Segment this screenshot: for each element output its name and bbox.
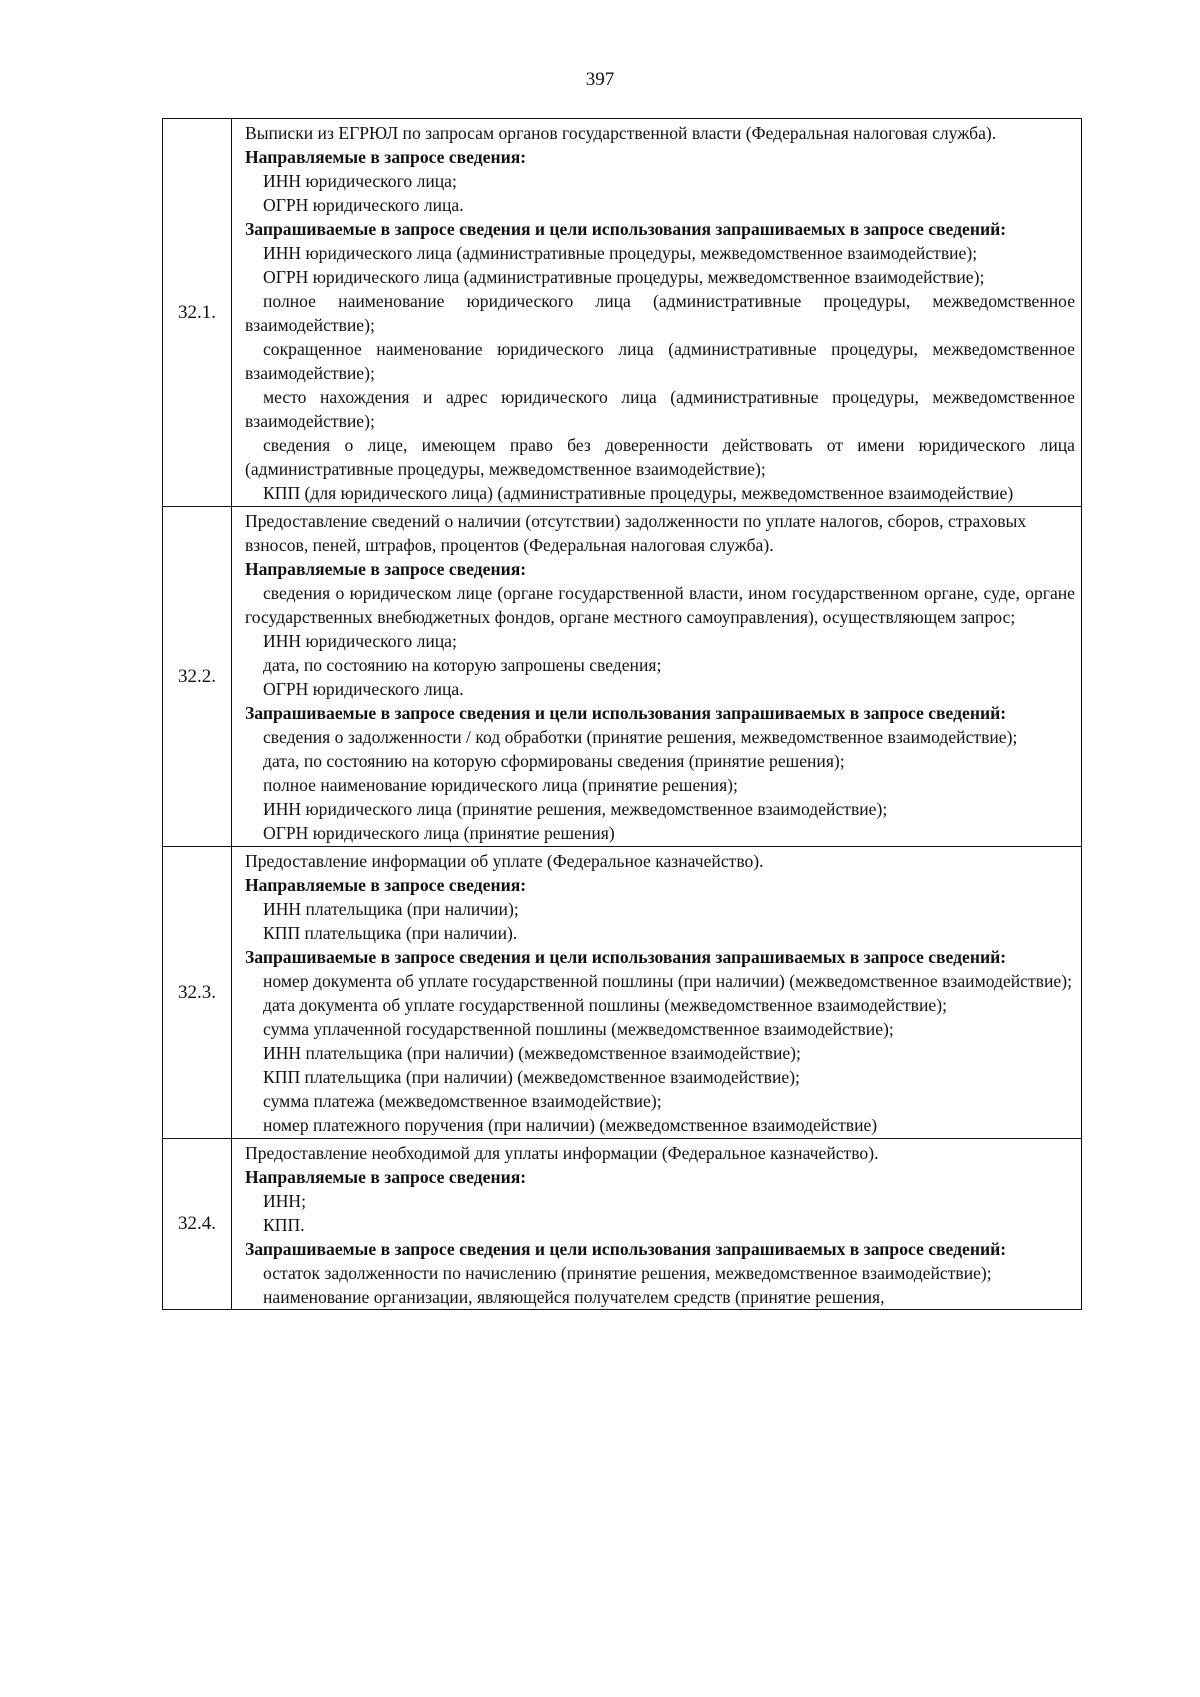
list-item: номер платежного поручения (при наличии) (межведомственное взаимодействие) (263, 1115, 878, 1135)
list-item: ИНН плательщика (при наличии) (межведомственное взаимодействие); (263, 1043, 801, 1063)
row-number: 32.3. (163, 847, 232, 1139)
row-number: 32.1. (163, 119, 232, 507)
list-item: ОГРН юридического лица. (263, 679, 464, 699)
table-row (163, 507, 1082, 847)
list-item: ИНН юридического лица; (263, 631, 457, 651)
list-item: КПП (для юридического лица) (административные процедуры, межведомственное взаимодействие) (263, 483, 1014, 503)
list-item: ОГРН юридического лица (принятие решения) (263, 823, 615, 843)
list-item: номер документа об уплате государственной пошлины (при наличии) (межведомственное взаимодействие); (263, 971, 1072, 991)
list-item: ИНН юридического лица (принятие решения, межведомственное взаимодействие); (263, 799, 888, 819)
list-item: сведения о лице, имеющем право без доверенности действовать от имени юридического лица (административные процедуры, межведомственное взаимодействие); (245, 435, 1075, 479)
table-row (163, 847, 1082, 1139)
table-row (163, 1139, 1082, 1310)
list-item: КПП плательщика (при наличии). (263, 923, 518, 943)
row-content (232, 847, 1082, 1139)
list-item: дата документа об уплате государственной пошлины (межведомственное взаимодействие); (263, 995, 947, 1015)
services-table (162, 118, 1082, 1310)
sent-heading: Направляемые в запросе сведения: (245, 559, 527, 579)
list-item: сумма уплаченной государственной пошлины (межведомственное взаимодействие); (263, 1019, 894, 1039)
row-number: 32.4. (163, 1139, 232, 1310)
list-item: полное наименование юридического лица (административные процедуры, межведомственное взаимодействие); (245, 291, 1075, 335)
row-content (232, 119, 1082, 507)
row-title: Предоставление информации об уплате (Федеральное казначейство). (245, 851, 764, 871)
list-item: сумма платежа (межведомственное взаимодействие); (263, 1091, 662, 1111)
list-item: остаток задолженности по начислению (принятие решения, межведомственное взаимодействие); (263, 1263, 992, 1283)
list-item: дата, по состоянию на которую запрошены сведения; (263, 655, 662, 675)
requested-heading: Запрашиваемые в запросе сведения и цели использования запрашиваемых в запросе сведений: (245, 219, 1007, 239)
list-item: дата, по состоянию на которую сформированы сведения (принятие решения); (263, 751, 845, 771)
sent-heading: Направляемые в запросе сведения: (245, 1167, 527, 1187)
sent-heading: Направляемые в запросе сведения: (245, 875, 527, 895)
list-item: ОГРН юридического лица. (263, 195, 464, 215)
list-item: ИНН плательщика (при наличии); (263, 899, 519, 919)
row-content (232, 1139, 1082, 1310)
row-title: Выписки из ЕГРЮЛ по запросам органов государственной власти (Федеральная налоговая служба). (245, 123, 997, 143)
requested-heading: Запрашиваемые в запросе сведения и цели использования запрашиваемых в запросе сведений: (245, 947, 1007, 967)
list-item: ИНН юридического лица (административные процедуры, межведомственное взаимодействие); (263, 243, 978, 263)
list-item: сведения о задолженности / код обработки (принятие решения, межведомственное взаимодействие); (263, 727, 1018, 747)
requested-heading: Запрашиваемые в запросе сведения и цели использования запрашиваемых в запросе сведений: (245, 703, 1007, 723)
page-number: 397 (585, 69, 615, 90)
table-row (163, 119, 1082, 507)
list-item: место нахождения и адрес юридического лица (административные процедуры, межведомственное взаимодействие); (245, 387, 1075, 431)
row-number: 32.2. (163, 507, 232, 847)
list-item: сокращенное наименование юридического лица (административные процедуры, межведомственное взаимодействие); (245, 339, 1075, 383)
sent-heading: Направляемые в запросе сведения: (245, 147, 527, 167)
row-content (232, 507, 1082, 847)
list-item: наименование организации, являющейся получателем средств (принятие решения, (263, 1287, 885, 1307)
list-item: КПП. (263, 1215, 305, 1235)
list-item: сведения о юридическом лице (органе государственной власти, ином государственном органе, суде, органе государственных внебюджетных фондов, органе местного самоуправления), осуществляющем запрос; (245, 583, 1075, 627)
list-item: полное наименование юридического лица (принятие решения); (263, 775, 738, 795)
list-item: ИНН юридического лица; (263, 171, 457, 191)
list-item: ИНН; (263, 1191, 307, 1211)
row-title: Предоставление необходимой для уплаты информации (Федеральное казначейство). (245, 1143, 879, 1163)
list-item: КПП плательщика (при наличии) (межведомственное взаимодействие); (263, 1067, 800, 1087)
row-title: Предоставление сведений о наличии (отсутствии) задолженности по уплате налогов, сборов, страховых взносов, пеней, штрафов, процентов (Федеральная налоговая служба). (245, 511, 1027, 555)
list-item: ОГРН юридического лица (административные процедуры, межведомственное взаимодействие); (263, 267, 985, 287)
requested-heading: Запрашиваемые в запросе сведения и цели использования запрашиваемых в запросе сведений: (245, 1239, 1007, 1259)
